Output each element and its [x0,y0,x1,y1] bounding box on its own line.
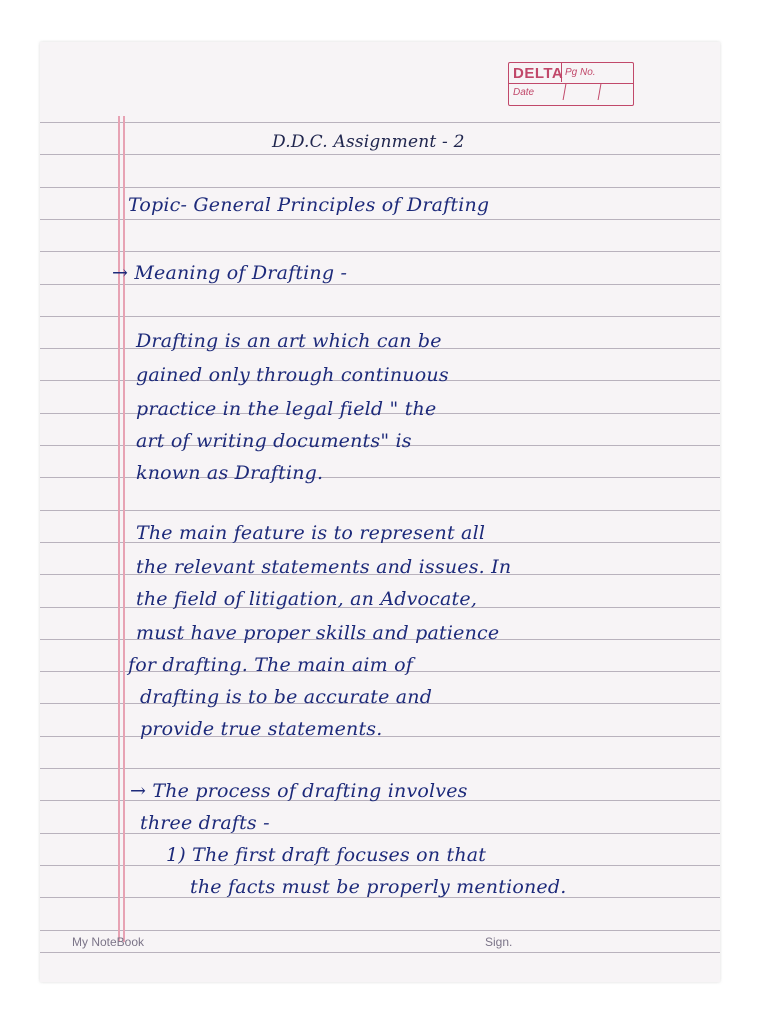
sign-label: Sign. [485,935,513,949]
assignment-title: D.D.C. Assignment - 2 [272,132,465,152]
section-heading: → Meaning of Drafting - [112,262,348,284]
brand-logo: DELTA [513,65,564,82]
ruled-line [40,251,720,252]
paragraph-line: Drafting is an art which can be [136,330,442,352]
paragraph-line: provide true statements. [140,718,383,740]
footer-rule [40,952,720,953]
paragraph-line: the facts must be properly mentioned. [190,876,567,898]
date-separator [563,84,567,100]
ruled-line [40,316,720,317]
ruled-line [40,768,720,769]
paragraph-line: practice in the legal field " the [136,398,437,420]
ruled-line [40,187,720,188]
ruled-line [40,930,720,931]
date-label: Date [513,87,535,98]
paragraph-line: must have proper skills and patience [136,622,500,644]
ruled-line [40,219,720,220]
paragraph-line: known as Drafting. [136,462,324,484]
paragraph-line: → The process of drafting involves [130,780,468,802]
ruled-line [40,154,720,155]
paragraph-line: drafting is to be accurate and [140,686,433,708]
date-separator [598,84,602,100]
paragraph-line: three drafts - [140,812,270,834]
page-number-label: Pg No. [565,67,596,78]
ruled-line [40,510,720,511]
paragraph-line: the relevant statements and issues. In [136,556,512,578]
margin-line-1 [118,116,120,942]
paragraph-line: The main feature is to represent all [136,522,486,544]
paragraph-line: for drafting. The main aim of [128,654,414,676]
margin-line-2 [123,116,125,942]
notebook-page [40,42,720,982]
paragraph-line: 1) The first draft focuses on that [166,844,487,866]
notebook-brand: My NoteBook [72,935,145,949]
topic-line: Topic- General Principles of Drafting [128,194,490,216]
ruled-line [40,122,720,123]
header-divider [509,83,633,84]
paragraph-line: art of writing documents" is [136,430,412,452]
paragraph-line: gained only through continuous [136,364,449,386]
paragraph-line: the field of litigation, an Advocate, [136,588,478,610]
page-header-box [508,62,634,106]
